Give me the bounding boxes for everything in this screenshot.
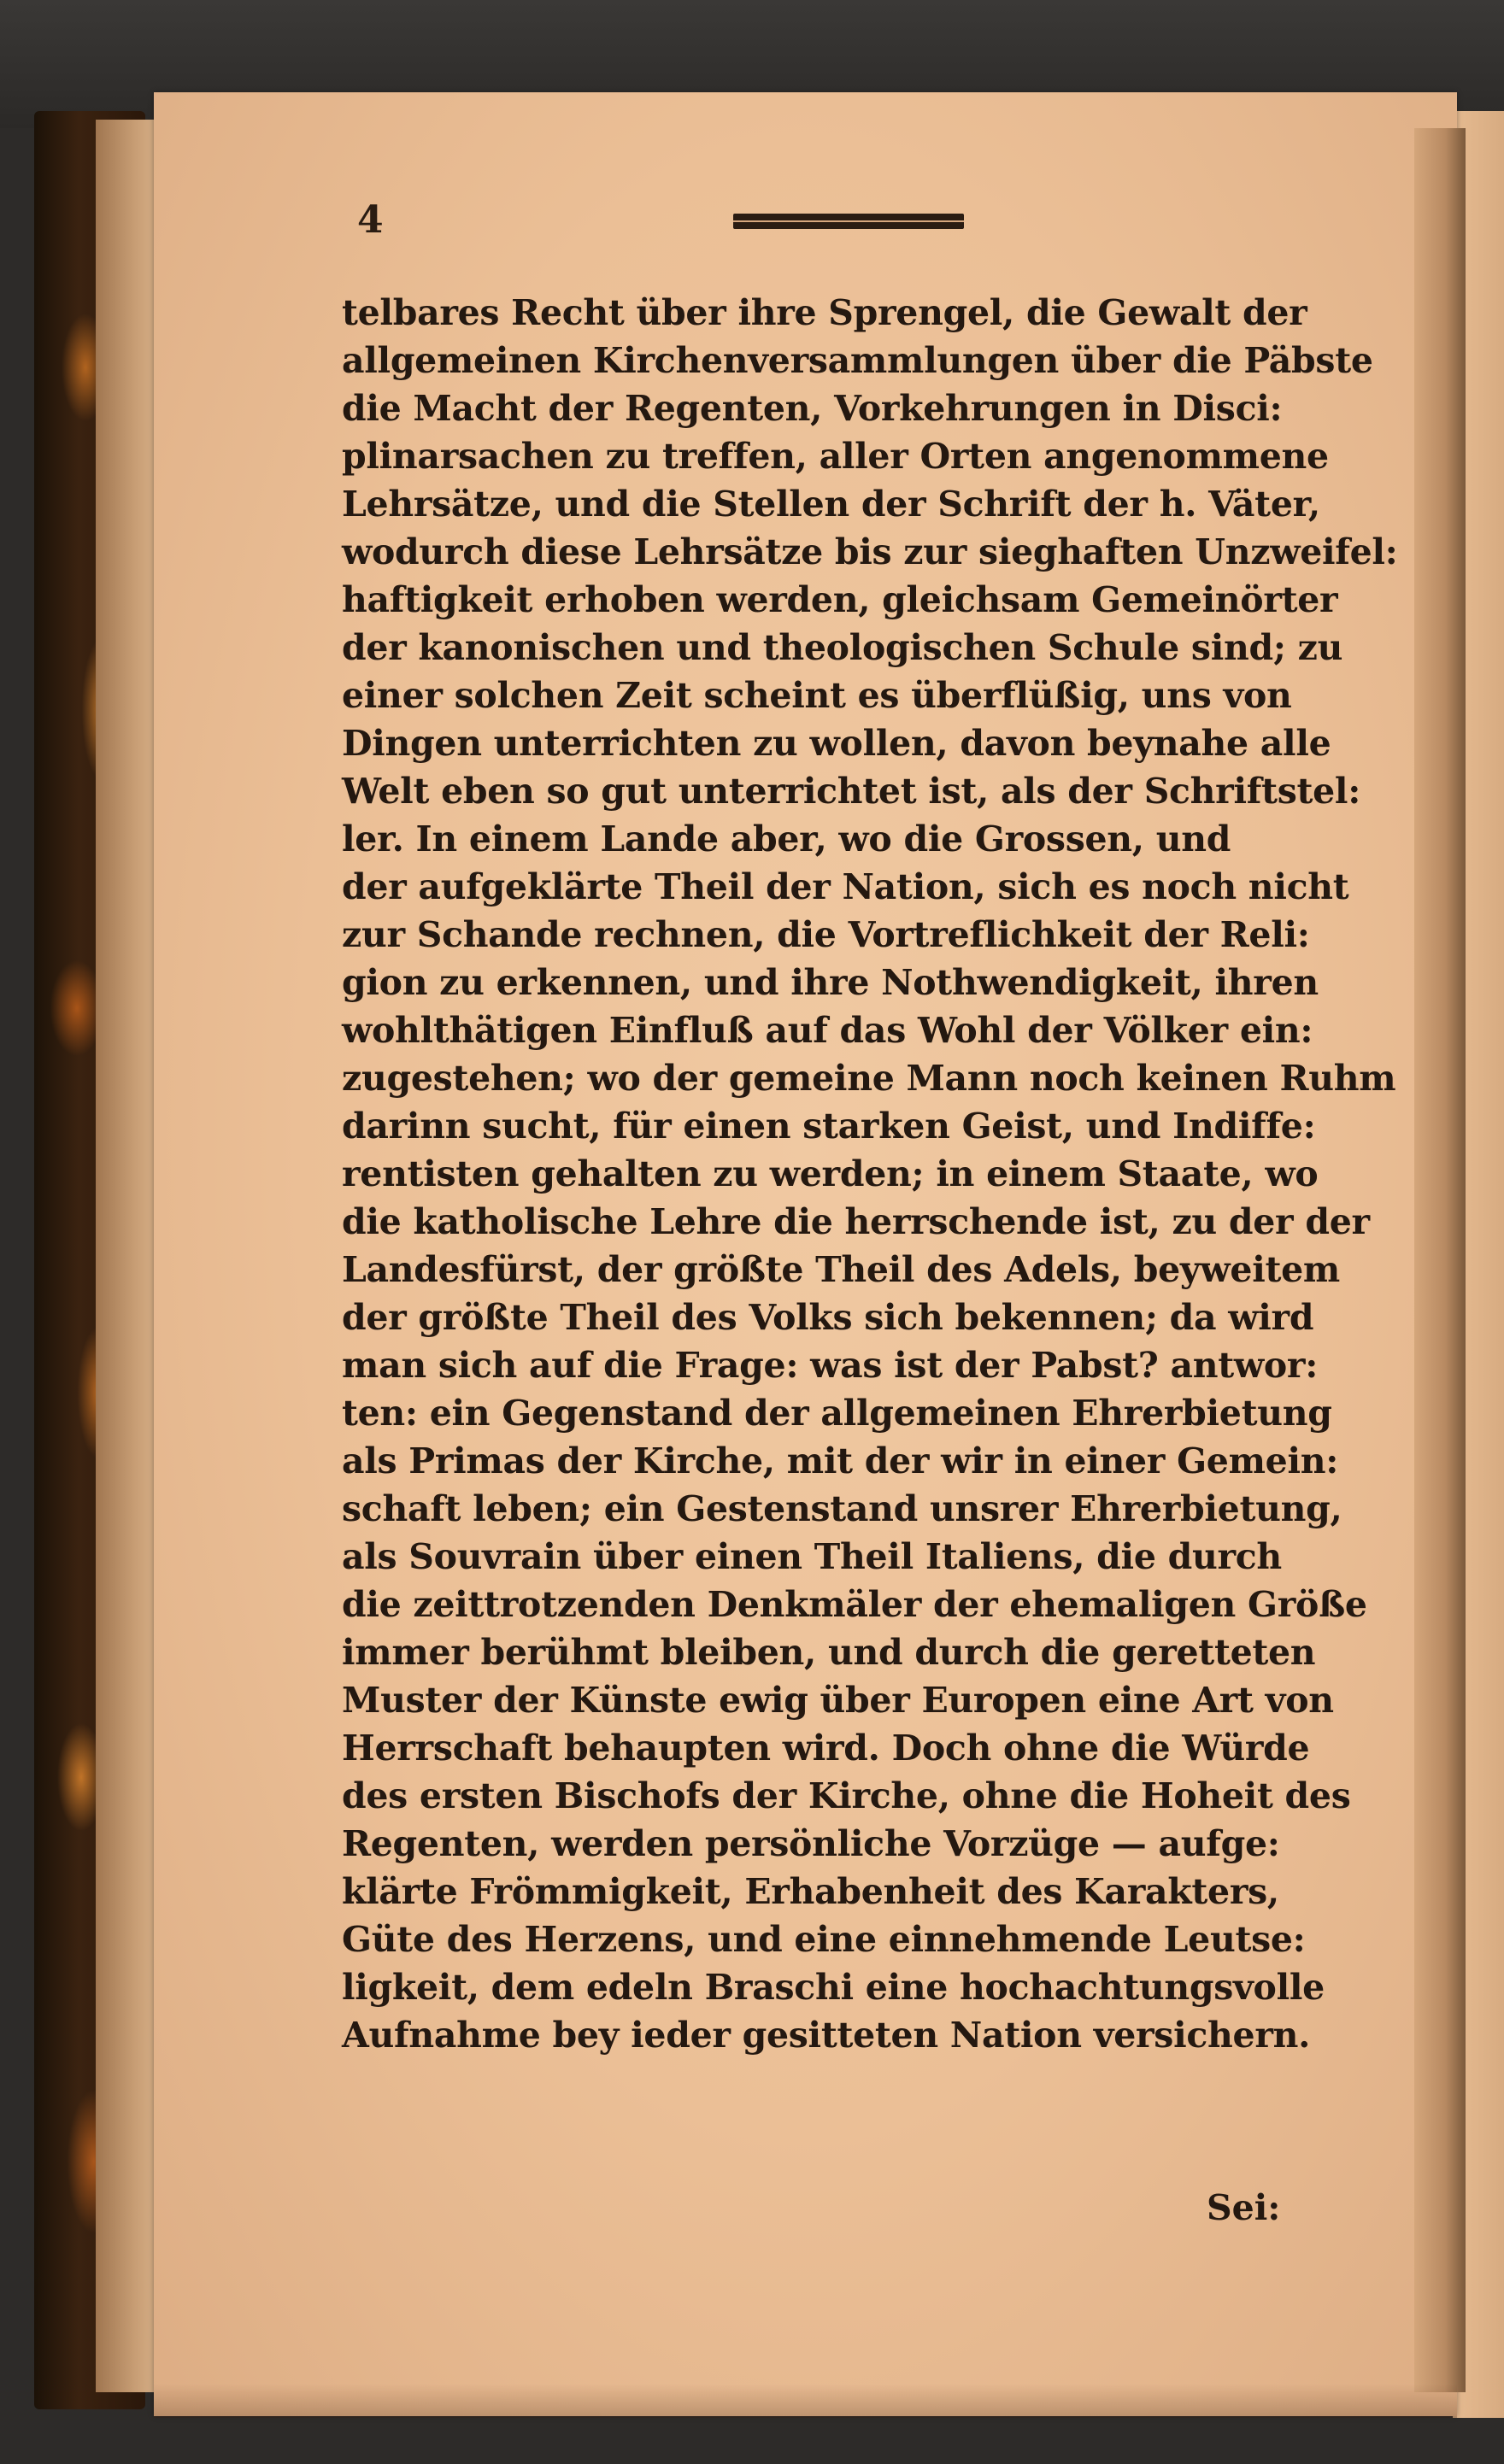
text-line: als Souvrain über einen Theil Italiens, die durch (342, 1536, 1282, 1577)
text-line: immer berühmt bleiben, und durch die geretteten (342, 1632, 1316, 1673)
text-line: zur Schande rechnen, die Vortreflichkeit der Reli: (342, 914, 1310, 955)
text-line: haftigkeit erhoben werden, gleichsam Gemeinörter (342, 579, 1338, 620)
text-line: schaft leben; ein Gestenstand unsrer Ehrerbietung, (342, 1488, 1342, 1529)
text-line: Landesfürst, der größte Theil des Adels, beyweitem (342, 1249, 1340, 1290)
text-line: der größte Theil des Volks sich bekennen; da wird (342, 1297, 1314, 1338)
text-line: darinn sucht, für einen starken Geist, und Indiffe: (342, 1106, 1316, 1147)
text-line: man sich auf die Frage: was ist der Pabst? antwor: (342, 1345, 1319, 1386)
text-line: klärte Frömmigkeit, Erhabenheit des Karakters, (342, 1871, 1279, 1912)
text-line: ler. In einem Lande aber, wo die Grossen, und (342, 818, 1231, 859)
text-line: zugestehen; wo der gemeine Mann noch keinen Ruhm (342, 1058, 1396, 1099)
text-line: die zeittrotzenden Denkmäler der ehemaligen Größe (342, 1584, 1367, 1625)
text-line: rentisten gehalten zu werden; in einem Staate, wo (342, 1153, 1319, 1194)
page-number: 4 (357, 198, 384, 242)
text-line: Aufnahme bey ieder gesitteten Nation versichern. (342, 2015, 1311, 2056)
text-line: plinarsachen zu treffen, aller Orten angenommene (342, 436, 1329, 477)
text-line: Güte des Herzens, und eine einnehmende Leutse: (342, 1919, 1306, 1960)
text-line: Muster der Künste ewig über Europen eine Art von (342, 1680, 1334, 1721)
text-line: Welt eben so gut unterrichtet ist, als der Schriftstel: (342, 771, 1361, 812)
text-line: der kanonischen und theologischen Schule sind; zu (342, 627, 1343, 668)
text-line: als Primas der Kirche, mit der wir in einer Gemein: (342, 1440, 1339, 1481)
text-line: der aufgeklärte Theil der Nation, sich es noch nicht (342, 866, 1349, 907)
text-line: ligkeit, dem edeln Braschi eine hochachtungsvolle (342, 1967, 1325, 2008)
text-line: des ersten Bischofs der Kirche, ohne die Hoheit des (342, 1775, 1351, 1816)
text-line: wodurch diese Lehrsätze bis zur sieghaften Unzweifel: (342, 531, 1398, 572)
text-line: die Macht der Regenten, Vorkehrungen in Disci: (342, 388, 1283, 429)
text-line: Lehrsätze, und die Stellen der Schrift der h. Väter, (342, 484, 1320, 525)
text-line: wohlthätigen Einfluß auf das Wohl der Völker ein: (342, 1010, 1313, 1051)
text-line: einer solchen Zeit scheint es überflüßig, uns von (342, 675, 1292, 716)
text-line: gion zu erkennen, und ihre Nothwendigkeit, ihren (342, 962, 1319, 1003)
text-line: Regenten, werden persönliche Vorzüge — aufge: (342, 1823, 1280, 1864)
page-gutter (1414, 128, 1466, 2392)
header-ornament-rule (733, 214, 964, 229)
catchword: Sei: (1207, 2187, 1281, 2228)
page-shadow (154, 2384, 1457, 2418)
text-line: ten: ein Gegenstand der allgemeinen Ehrerbietung (342, 1393, 1332, 1434)
text-line: telbares Recht über ihre Sprengel, die Gewalt der (342, 292, 1307, 333)
text-line: allgemeinen Kirchenversammlungen über die Päbste (342, 340, 1373, 381)
text-line: Dingen unterrichten zu wollen, davon beynahe alle (342, 723, 1331, 764)
text-line: Herrschaft behaupten wird. Doch ohne die Würde (342, 1728, 1310, 1769)
text-line: die katholische Lehre die herrschende ist, zu der der (342, 1201, 1370, 1242)
body-text (342, 289, 1398, 2059)
